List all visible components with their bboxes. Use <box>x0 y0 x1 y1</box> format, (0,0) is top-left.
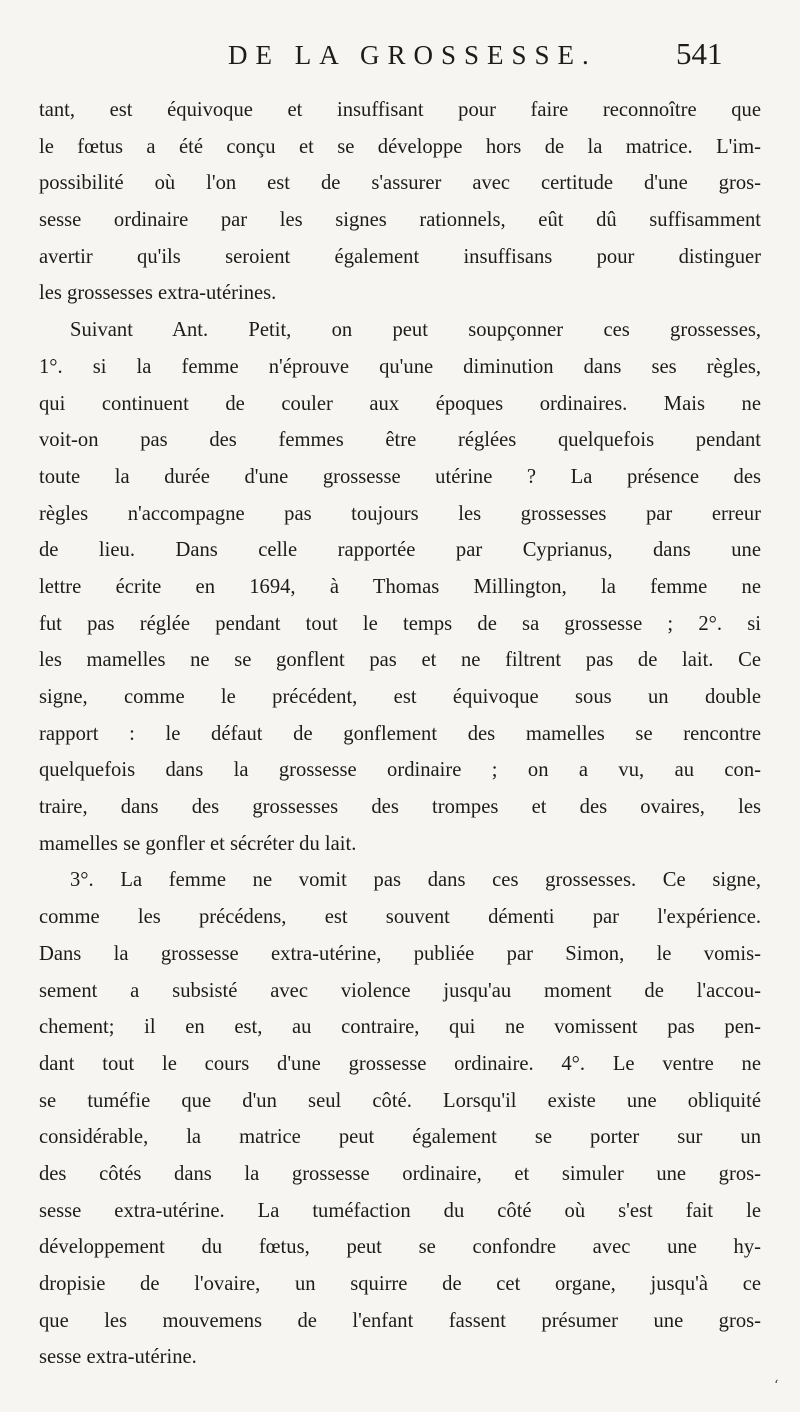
text-line: signe, comme le précédent, est équivoque sous un double <box>39 686 761 708</box>
text-line: 1°. si la femme n'éprouve qu'une diminution dans ses règles, <box>39 355 761 378</box>
text-line: mamelles se gonfler et sécréter du lait. <box>39 832 357 855</box>
text-line: sesse extra-utérine. La tuméfaction du côté où s'est fait le <box>39 1199 761 1222</box>
page-number: 541 <box>676 36 723 71</box>
text-line: le fœtus a été conçu et se développe hors de la matrice. L'im- <box>39 135 761 158</box>
text-line: possibilité où l'on est de s'assurer avec certitude d'une gros- <box>39 172 761 195</box>
text-line: avertir qu'ils seroient également insuffisans pour distinguer <box>39 245 761 268</box>
text-line: se tuméfie que d'un seul côté. Lorsqu'il existe une obliquité <box>39 1089 761 1112</box>
text-line: quelquefois dans la grossesse ordinaire ; on a vu, au con- <box>39 759 761 782</box>
text-line: Dans la grossesse extra-utérine, publiée par Simon, le vomis- <box>39 942 761 965</box>
text-line: fut pas réglée pendant tout le temps de sa grossesse ; 2°. si <box>39 612 761 635</box>
text-line: toute la durée d'une grossesse utérine ? La présence des <box>39 465 761 488</box>
page-header <box>0 36 800 80</box>
text-line: lettre écrite en 1694, à Thomas Millington, la femme ne <box>39 575 761 598</box>
text-line: de lieu. Dans celle rapportée par Cyprianus, dans une <box>39 539 761 562</box>
text-line: sesse ordinaire par les signes rationnels, eût dû suffisamment <box>39 209 761 232</box>
text-line: sesse extra-utérine. <box>39 1346 197 1369</box>
text-line: voit-on pas des femmes être réglées quelquefois pendant <box>39 429 761 452</box>
text-line: considérable, la matrice peut également se porter sur un <box>39 1126 761 1149</box>
text-line: sement a subsisté avec violence jusqu'au moment de l'accou- <box>39 979 761 1002</box>
text-line: que les mouvemens de l'enfant fassent présumer une gros- <box>39 1309 761 1332</box>
text-line: règles n'accompagne pas toujours les grossesses par erreur <box>39 502 761 525</box>
text-line: 3°. La femme ne vomit pas dans ces grossesses. Ce signe, <box>70 869 761 892</box>
text-line: développement du fœtus, peut se confondre avec une hy- <box>39 1236 761 1259</box>
text-line: Suivant Ant. Petit, on peut soupçonner ces grossesses, <box>70 319 761 342</box>
ink-speck: ‘ <box>774 1378 779 1394</box>
text-line: des côtés dans la grossesse ordinaire, et simuler une gros- <box>39 1162 761 1185</box>
text-line: dant tout le cours d'une grossesse ordinaire. 4°. Le ventre ne <box>39 1052 761 1075</box>
text-line: traire, dans des grossesses des trompes et des ovaires, les <box>39 796 761 819</box>
text-line: chement; il en est, au contraire, qui ne vomissent pas pen- <box>39 1016 761 1039</box>
text-line: tant, est équivoque et insuffisant pour faire reconnoître que <box>39 99 761 121</box>
text-line: les mamelles ne se gonflent pas et ne filtrent pas de lait. Ce <box>39 649 761 672</box>
text-line: rapport : le défaut de gonflement des mamelles se rencontre <box>39 722 761 745</box>
text-line: les grossesses extra-utérines. <box>39 282 277 305</box>
body-text <box>39 92 761 1376</box>
running-title: DE LA GROSSESSE. <box>228 40 597 70</box>
text-line: comme les précédens, est souvent démenti par l'expérience. <box>39 906 761 929</box>
text-line: qui continuent de couler aux époques ordinaires. Mais ne <box>39 392 761 415</box>
text-line: dropisie de l'ovaire, un squirre de cet organe, jusqu'à ce <box>39 1273 761 1295</box>
